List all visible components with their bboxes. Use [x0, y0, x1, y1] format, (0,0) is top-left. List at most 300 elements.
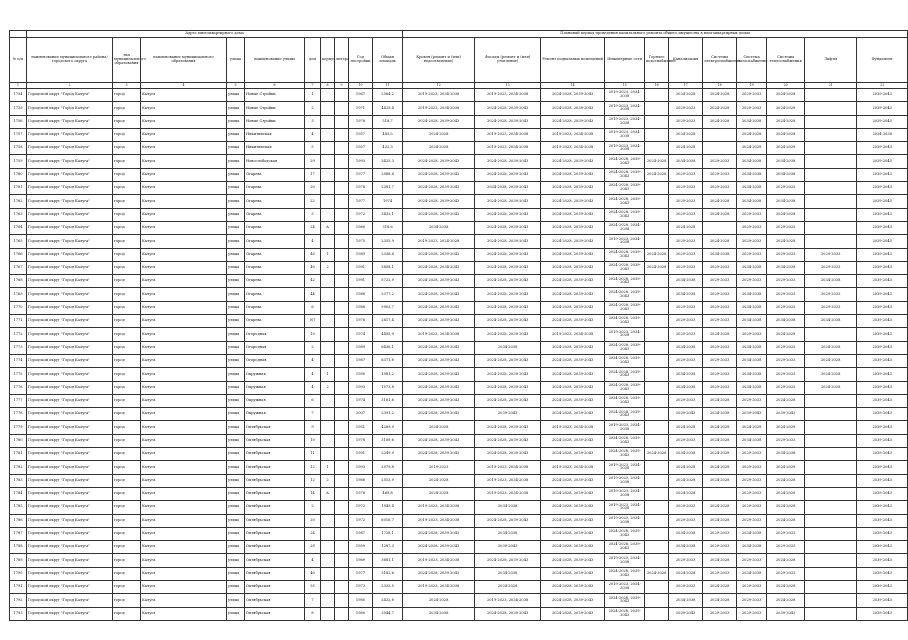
table-cell: 2039-2043 — [857, 221, 908, 234]
table-cell — [805, 195, 857, 208]
table-cell: улица — [227, 128, 245, 141]
table-row — [10, 527, 908, 540]
table-cell: 2019-2023, 2034-2038 — [403, 328, 475, 341]
table-cell: Калуга — [141, 487, 227, 500]
table-cell: 2024-2028 — [767, 235, 805, 248]
table-cell: 2024-2028, 2039-2043 — [403, 341, 475, 354]
table-cell: 22 — [305, 195, 321, 208]
table-cell: 2019-2023, 2034-2038 — [605, 89, 645, 102]
table-cell: 2024-2028 — [703, 115, 737, 128]
table-cell — [805, 235, 857, 248]
table-cell: 1949,4 — [373, 501, 403, 514]
table-row — [10, 487, 908, 500]
table-cell: Огородная — [245, 328, 305, 341]
table-cell: 2019-2023, 2034-2038 — [403, 102, 475, 115]
table-cell: 2019-2023, 2034-2038 — [403, 501, 475, 514]
table-cell: 2019-2023, 2034-2038 — [605, 142, 645, 155]
table-cell: 2024-2028, 2039-2043 — [541, 514, 605, 527]
table-cell: город — [113, 567, 141, 580]
table-cell: 2039-2043 — [857, 461, 908, 474]
table-cell: улица — [227, 461, 245, 474]
table-cell: 3425,3 — [373, 155, 403, 168]
table-cell — [335, 168, 349, 181]
table-cell: 1967 — [349, 89, 373, 102]
table-row — [10, 208, 908, 221]
table-cell: 2034-2038 — [737, 315, 767, 328]
table-cell — [805, 168, 857, 181]
table-cell: 469,8 — [373, 487, 403, 500]
table-cell — [321, 328, 335, 341]
table-cell: 2034-2038 — [669, 275, 703, 288]
table-cell — [805, 182, 857, 195]
table-cell: 1972 — [349, 208, 373, 221]
table-cell — [703, 128, 737, 141]
table-cell: Городской округ "Город Калуга" — [27, 381, 113, 394]
table-cell: 2024-2028, 2039-2043 — [475, 288, 541, 301]
table-cell: 2039-2043 — [857, 567, 908, 580]
table-row — [10, 182, 908, 195]
table-cell — [321, 354, 335, 367]
table-cell: 4 — [305, 381, 321, 394]
table-cell: Городской округ "Город Калуга" — [27, 275, 113, 288]
table-cell: 2034-2038 — [475, 341, 541, 354]
table-cell: 2039-2043 — [857, 394, 908, 407]
table-cell: 2019-2023, 2034-2038 — [541, 328, 605, 341]
table-cell: 2029-2033 — [703, 527, 737, 540]
table-cell: 2024-2028, 2039-2043 — [403, 248, 475, 261]
table-cell: 2024-2028, 2039-2043 — [541, 527, 605, 540]
table-cell: 2029-2033 — [737, 208, 767, 221]
table-cell: Окружная — [245, 368, 305, 381]
table-cell: Огарева — [245, 288, 305, 301]
table-row — [10, 275, 908, 288]
table-cell: 2024-2028, 2039-2043 — [605, 448, 645, 461]
table-cell: 2024-2028 — [645, 248, 669, 261]
table-cell: 1780 — [10, 434, 27, 447]
table-cell: Калуга — [141, 102, 227, 115]
table-cell: 2024-2028 — [703, 594, 737, 607]
table-cell: 1991 — [349, 261, 373, 274]
table-cell: 1790 — [10, 567, 27, 580]
table-cell: 2019-2023, 2024-2028 — [403, 235, 475, 248]
column-header: наименование муниципального района/городского округа — [27, 38, 113, 83]
table-cell: 2381,7 — [373, 182, 403, 195]
table-cell: 2024-2028, 2039-2043 — [403, 354, 475, 367]
table-cell: город — [113, 580, 141, 593]
table-cell: 2029-2033 — [767, 248, 805, 261]
table-cell: 2024-2028, 2039-2043 — [475, 368, 541, 381]
table-cell: улица — [227, 368, 245, 381]
table-cell: 2039-2043 — [857, 328, 908, 341]
table-cell: 1777 — [10, 394, 27, 407]
table-cell: город — [113, 341, 141, 354]
table-cell: город — [113, 168, 141, 181]
table-cell: 1788 — [10, 541, 27, 554]
table-cell — [321, 580, 335, 593]
table-cell: Калуга — [141, 128, 227, 141]
table-cell: 20 — [305, 514, 321, 527]
table-cell: 2019-2023, 2034-2038 — [605, 501, 645, 514]
table-cell — [645, 607, 669, 620]
table-cell: 1991 — [349, 275, 373, 288]
table-cell: 1792 — [10, 594, 27, 607]
table-cell: Калуга — [141, 448, 227, 461]
table-cell: 2024-2028, 2039-2043 — [475, 315, 541, 328]
table-cell: улица — [227, 354, 245, 367]
table-cell: 432,3 — [373, 142, 403, 155]
table-cell — [805, 501, 857, 514]
table-cell: 3858,1 — [373, 261, 403, 274]
table-cell: Городской округ "Город Калуга" — [27, 328, 113, 341]
table-cell: 2029-2033 — [703, 354, 737, 367]
table-cell: 5 — [305, 142, 321, 155]
table-cell: 2024-2028, 2039-2043 — [403, 115, 475, 128]
table-cell: 2024-2028 — [703, 421, 737, 434]
table-cell: 2039-2043 — [857, 514, 908, 527]
table-cell: 2024-2028 — [767, 394, 805, 407]
column-header: корпус — [321, 38, 335, 83]
table-cell: 2029-2033 — [737, 235, 767, 248]
table-cell: 2039-2043 — [737, 408, 767, 421]
table-cell: 1 — [321, 248, 335, 261]
table-cell: 2034-2038 — [737, 168, 767, 181]
table-cell: 2034-2038 — [703, 408, 737, 421]
table-cell: 2332,5 — [373, 580, 403, 593]
table-cell — [805, 448, 857, 461]
table-cell: Октябрьская — [245, 501, 305, 514]
table-cell: 2034-2038 — [737, 381, 767, 394]
table-cell — [321, 195, 335, 208]
table-cell: Городской округ "Город Калуга" — [27, 580, 113, 593]
table-cell: Огарева — [245, 315, 305, 328]
table-cell: 2024-2028, 2039-2043 — [541, 248, 605, 261]
table-cell: улица — [227, 341, 245, 354]
table-cell: 2024-2028 — [669, 142, 703, 155]
table-cell: 2034-2038 — [703, 248, 737, 261]
table-cell: 2029-2033 — [737, 514, 767, 527]
table-cell: 1987 — [349, 354, 373, 367]
table-row — [10, 514, 908, 527]
column-number: 5 — [227, 83, 245, 89]
table-cell: Городской округ "Город Калуга" — [27, 461, 113, 474]
table-cell: 2024-2028, 2039-2043 — [541, 448, 605, 461]
table-cell: 4 — [305, 235, 321, 248]
table-cell — [321, 102, 335, 115]
table-cell: 3432,1 — [373, 208, 403, 221]
table-cell: 2024-2028, 2039-2043 — [541, 301, 605, 314]
table-cell — [645, 501, 669, 514]
table-cell — [645, 315, 669, 328]
table-cell: 2034-2038 — [737, 261, 767, 274]
table-cell: Калуга — [141, 514, 227, 527]
table-cell: 8 — [305, 607, 321, 620]
table-cell: 2024-2028, 2039-2043 — [403, 368, 475, 381]
table-cell: 2024-2028, 2039-2043 — [541, 275, 605, 288]
table-cell: 2039-2043 — [857, 527, 908, 540]
table-cell — [645, 128, 669, 141]
table-cell: 2019-2023, 2034-2038 — [605, 102, 645, 115]
column-number: 4 — [141, 83, 227, 89]
table-cell: 2029-2033 — [703, 168, 737, 181]
table-cell: улица — [227, 567, 245, 580]
table-cell: 2024-2028, 2039-2043 — [605, 607, 645, 620]
table-row — [10, 607, 908, 620]
table-cell: Огородная — [245, 341, 305, 354]
table-cell: 2024-2028 — [767, 128, 805, 141]
table-cell: 1960 — [349, 221, 373, 234]
table-cell: город — [113, 115, 141, 128]
table-cell: 2029-2033 — [767, 434, 805, 447]
table-cell: 2039-2043 — [857, 354, 908, 367]
table-cell: 2034-2038 — [737, 541, 767, 554]
table-cell: Октябрьская — [245, 487, 305, 500]
table-cell: 2024-2028 — [403, 421, 475, 434]
table-cell — [335, 448, 349, 461]
table-row — [10, 195, 908, 208]
table-cell — [335, 328, 349, 341]
table-cell: 2039-2043 — [857, 275, 908, 288]
table-cell: 2617,4 — [373, 315, 403, 328]
table-cell: 2024-2028, 2039-2043 — [541, 394, 605, 407]
table-cell: 2024-2028 — [767, 142, 805, 155]
table-cell: 2029-2033 — [703, 341, 737, 354]
table-cell — [645, 142, 669, 155]
table-row — [10, 261, 908, 274]
table-cell: 2024-2028, 2039-2043 — [475, 354, 541, 367]
table-cell: 2039-2043 — [857, 115, 908, 128]
table-cell: 6436,1 — [373, 341, 403, 354]
table-cell: 2019-2023, 2034-2038 — [541, 142, 605, 155]
table-cell — [805, 102, 857, 115]
column-number: 7 — [305, 83, 321, 89]
table-cell: 2029-2033 — [767, 567, 805, 580]
table-cell: 2024-2028 — [767, 474, 805, 487]
table-cell: 2029-2033 — [669, 394, 703, 407]
table-cell: Городской округ "Город Калуга" — [27, 235, 113, 248]
table-cell: 3161,6 — [373, 394, 403, 407]
table-cell: 2007 — [349, 408, 373, 421]
table-cell: 2553,9 — [373, 474, 403, 487]
table-cell: 10 — [305, 434, 321, 447]
table-cell: 2024-2028, 2039-2043 — [541, 580, 605, 593]
table-cell — [335, 341, 349, 354]
table-cell: город — [113, 408, 141, 421]
table-cell: город — [113, 182, 141, 195]
table-cell: Городской округ "Город Калуга" — [27, 221, 113, 234]
table-cell — [335, 381, 349, 394]
table-cell: 2039-2043 — [669, 607, 703, 620]
table-cell: 2024-2028 — [767, 421, 805, 434]
table-cell: 2024-2028, 2039-2043 — [403, 168, 475, 181]
table-cell: Калуга — [141, 381, 227, 394]
table-cell: 2024-2028, 2039-2043 — [541, 155, 605, 168]
table-cell: город — [113, 514, 141, 527]
table-cell: 2024-2028, 2039-2043 — [475, 155, 541, 168]
table-cell: 2034-2038 — [737, 567, 767, 580]
table-cell: 2024-2028, 2039-2043 — [541, 221, 605, 234]
table-cell: 2024-2028 — [703, 448, 737, 461]
table-cell: 9/7 — [305, 315, 321, 328]
table-cell: 1786 — [10, 514, 27, 527]
table-cell: 2029-2033 — [703, 261, 737, 274]
table-cell: 2024-2028 — [737, 142, 767, 155]
table-cell: 2039-2043 — [475, 408, 541, 421]
table-cell: Калуга — [141, 288, 227, 301]
table-cell — [645, 301, 669, 314]
table-cell — [335, 235, 349, 248]
column-header: литера — [335, 38, 349, 83]
table-cell: 1972 — [349, 514, 373, 527]
table-cell: 2024-2028, 2039-2043 — [605, 261, 645, 274]
table-cell: 2039-2043 — [857, 580, 908, 593]
table-cell: 2024-2028 — [767, 514, 805, 527]
table-cell: город — [113, 448, 141, 461]
table-cell: 2029-2033 — [737, 501, 767, 514]
table-cell — [335, 301, 349, 314]
table-cell: 2029-2033 — [703, 607, 737, 620]
table-cell: Калуга — [141, 315, 227, 328]
table-row — [10, 248, 908, 261]
table-cell: 2024-2028, 2039-2043 — [541, 408, 605, 421]
table-cell: 1974 — [349, 394, 373, 407]
table-cell: 24 — [305, 221, 321, 234]
table-cell: 1960 — [349, 607, 373, 620]
table-cell: Калуга — [141, 89, 227, 102]
table-cell: город — [113, 368, 141, 381]
table-cell: Калуга — [141, 115, 227, 128]
table-cell: 2034-2038 — [737, 182, 767, 195]
table-cell: Новые Стройки — [245, 89, 305, 102]
table-cell: 2024-2028, 2039-2043 — [541, 381, 605, 394]
table-cell: Городской округ "Город Калуга" — [27, 421, 113, 434]
table-cell — [645, 288, 669, 301]
table-cell — [645, 408, 669, 421]
table-cell: 2024-2028, 2039-2043 — [605, 381, 645, 394]
table-cell: 2024-2028, 2039-2043 — [541, 434, 605, 447]
table-cell: А — [321, 487, 335, 500]
table-cell: 2024-2028 — [703, 394, 737, 407]
table-cell: 2024-2028, 2039-2043 — [403, 275, 475, 288]
table-cell: Калуга — [141, 261, 227, 274]
table-cell: 2034-2038 — [767, 168, 805, 181]
table-cell: 2024-2028, 2039-2043 — [541, 235, 605, 248]
table-cell — [703, 142, 737, 155]
table-cell: 2029-2033 — [767, 221, 805, 234]
table-cell: Никитинская — [245, 128, 305, 141]
table-cell: 2029-2033 — [669, 248, 703, 261]
table-cell: 2039-2043 — [857, 208, 908, 221]
table-cell: 1754 — [10, 89, 27, 102]
table-cell: 2029-2033 — [737, 580, 767, 593]
table-row — [10, 115, 908, 128]
table-cell: 1784 — [10, 487, 27, 500]
table-cell: 2039-2043 — [857, 89, 908, 102]
table-cell: Городской округ "Город Калуга" — [27, 195, 113, 208]
column-number: 22 — [857, 83, 908, 89]
table-cell: Никитинская — [245, 142, 305, 155]
table-cell: город — [113, 261, 141, 274]
table-cell: 2024-2028, 2039-2043 — [605, 168, 645, 181]
table-cell — [805, 434, 857, 447]
table-cell: 2039-2043 — [475, 541, 541, 554]
table-cell: 2029-2033 — [805, 261, 857, 274]
table-row — [10, 501, 908, 514]
table-cell: 2024-2028 — [703, 195, 737, 208]
table-row — [10, 102, 908, 115]
table-cell: 2034-2038 — [669, 381, 703, 394]
table-cell: улица — [227, 527, 245, 540]
table-cell: Калуга — [141, 408, 227, 421]
table-cell: 2024-2028 — [703, 102, 737, 115]
table-cell: 2024-2028 — [669, 221, 703, 234]
table-cell — [335, 501, 349, 514]
table-cell — [335, 408, 349, 421]
table-cell: Огарева — [245, 208, 305, 221]
table-cell: улица — [227, 248, 245, 261]
table-cell: город — [113, 315, 141, 328]
table-cell: город — [113, 354, 141, 367]
table-cell: 7 — [305, 594, 321, 607]
table-cell: город — [113, 208, 141, 221]
table-cell — [805, 89, 857, 102]
table-cell: 2034-2038 — [767, 448, 805, 461]
table-cell: улица — [227, 301, 245, 314]
table-cell — [321, 607, 335, 620]
table-cell — [321, 288, 335, 301]
table-cell: улица — [227, 474, 245, 487]
table-cell: 2024-2028 — [669, 89, 703, 102]
table-cell — [645, 89, 669, 102]
table-cell: Калуга — [141, 461, 227, 474]
table-cell: Городской округ "Город Калуга" — [27, 248, 113, 261]
table-cell — [321, 315, 335, 328]
table-cell: улица — [227, 394, 245, 407]
table-cell: 2024-2028 — [767, 501, 805, 514]
table-cell: 44 — [305, 288, 321, 301]
table-cell — [805, 541, 857, 554]
table-cell: 2024-2028, 2039-2043 — [605, 354, 645, 367]
table-cell — [645, 115, 669, 128]
table-cell: 2019-2023, 2034-2038 — [403, 580, 475, 593]
table-cell — [321, 155, 335, 168]
table-cell — [321, 434, 335, 447]
table-cell: город — [113, 288, 141, 301]
column-header-row — [10, 38, 908, 83]
table-cell: Городской округ "Город Калуга" — [27, 128, 113, 141]
table-cell: 5903,7 — [373, 301, 403, 314]
table-cell: 2024-2028 — [403, 594, 475, 607]
table-cell: 2355,9 — [373, 235, 403, 248]
table-cell: Городской округ "Город Калуга" — [27, 594, 113, 607]
table-cell — [805, 394, 857, 407]
table-cell — [335, 288, 349, 301]
table-cell: 2029-2033 — [737, 275, 767, 288]
table-cell: 2024-2028 — [475, 580, 541, 593]
table-cell: 2029-2033 — [703, 301, 737, 314]
group-header-address: Адрес многоквартирного дома — [27, 31, 403, 38]
table-cell: 2024-2028, 2039-2043 — [541, 168, 605, 181]
table-cell: город — [113, 195, 141, 208]
table-cell: город — [113, 434, 141, 447]
table-cell — [805, 567, 857, 580]
table-cell: Октябрьская — [245, 527, 305, 540]
table-cell — [335, 594, 349, 607]
table-cell: 2029-2033 — [737, 102, 767, 115]
table-cell — [321, 115, 335, 128]
table-cell: 2029-2033 — [737, 554, 767, 567]
table-cell: город — [113, 461, 141, 474]
table-cell: 2024-2028, 2039-2043 — [605, 315, 645, 328]
